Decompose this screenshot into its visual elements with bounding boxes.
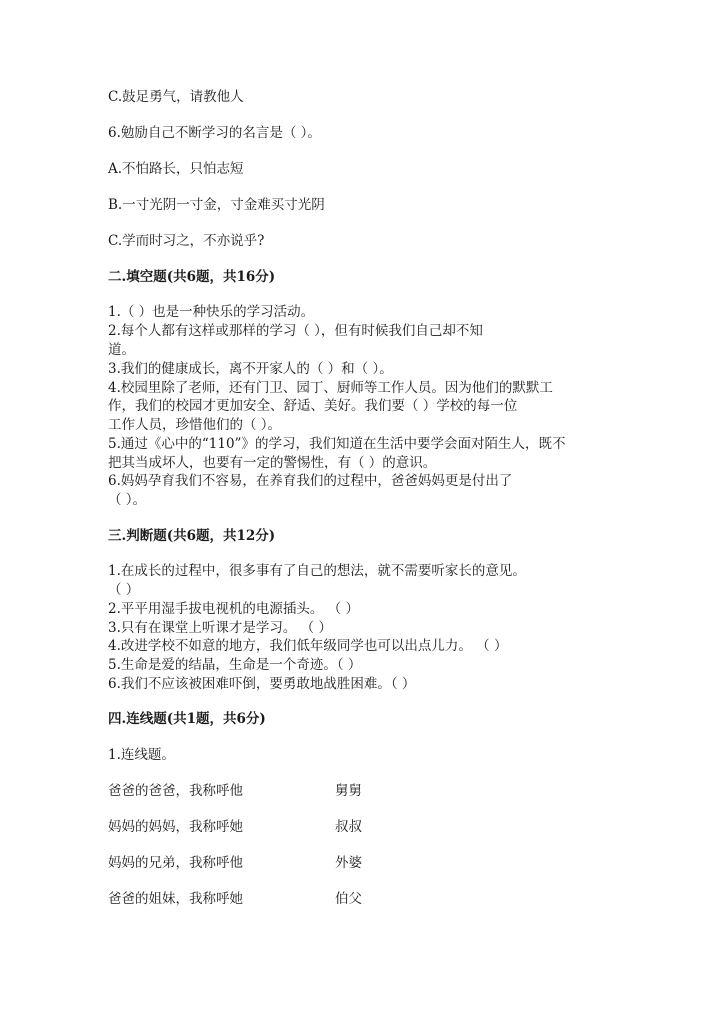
fill-line: 作，我们的校园才更加安全、舒适、美好。我们要（ ）学校的每一位	[108, 398, 518, 414]
fill-line: 5.通过《心中的“110”》的学习，我们知道在生活中要学会面对陌生人，既不	[108, 436, 566, 452]
judge-line: 5.生命是爱的结晶，生命是一个奇迹。（ ）	[108, 657, 362, 673]
judge-line: （ ）	[108, 582, 140, 598]
match-heading: 四.连线题(共1题，共6分)	[108, 711, 266, 727]
match-left-item: 爸爸的爸爸，我称呼他	[108, 783, 243, 799]
match-right-item: 舅舅	[335, 783, 362, 799]
fill-line: 工作人员，珍惜他们的（ ）。	[108, 417, 282, 433]
judge-line: 3.只有在课堂上听课才是学习。 （ ）	[108, 620, 332, 636]
match-left-item: 爸爸的姐妹，我称呼她	[108, 891, 243, 907]
judge-line: 2.平平用湿手拔电视机的电源插头。 （ ）	[108, 601, 359, 617]
q5-option-c: C.鼓足勇气，请教他人	[108, 89, 244, 105]
fill-line: 4.校园里除了老师，还有门卫、园丁、厨师等工作人员。因为他们的默默工	[108, 380, 553, 396]
q6-option-b: B.一寸光阴一寸金，寸金难买寸光阴	[108, 197, 325, 213]
judge-line: 4.改进学校不如意的地方，我们低年级同学也可以出点儿力。 （ ）	[108, 638, 508, 654]
match-right-item: 外婆	[335, 855, 362, 871]
fill-line: 3.我们的健康成长，离不开家人的（ ）和（ ）。	[108, 361, 393, 377]
q6-option-a: A.不怕路长，只怕志短	[108, 161, 244, 177]
match-left-item: 妈妈的兄弟，我称呼他	[108, 855, 243, 871]
judge-heading: 三.判断题(共6题，共12分)	[108, 528, 276, 544]
judge-line: 6.我们不应该被困难吓倒，要勇敢地战胜困难。（ ）	[108, 676, 416, 692]
fill-line: 1.（ ）也是一种快乐的学习活动。	[108, 304, 315, 320]
fill-heading: 二.填空题(共6题，共16分)	[108, 269, 276, 285]
match-right-item: 伯父	[335, 891, 362, 907]
judge-line: 1.在成长的过程中，很多事有了自己的想法，就不需要听家长的意见。	[108, 563, 526, 579]
fill-line: 道。	[108, 342, 135, 358]
fill-line: 把其当成坏人，也要有一定的警惕性，有（ ）的意识。	[108, 455, 437, 471]
q6-stem: 6.勉励自己不断学习的名言是（ ）。	[108, 125, 321, 141]
match-right-item: 叔叔	[335, 819, 362, 835]
fill-line: （ ）。	[108, 492, 147, 508]
fill-line: 2.每个人都有这样或那样的学习（ ），但有时候我们自己却不知	[108, 323, 483, 339]
match-stem: 1.连线题。	[108, 747, 175, 763]
fill-line: 6.妈妈孕育我们不容易，在养育我们的过程中，爸爸妈妈更是付出了	[108, 473, 513, 489]
q6-option-c: C.学而时习之，不亦说乎?	[108, 233, 265, 249]
match-left-item: 妈妈的妈妈，我称呼她	[108, 819, 243, 835]
